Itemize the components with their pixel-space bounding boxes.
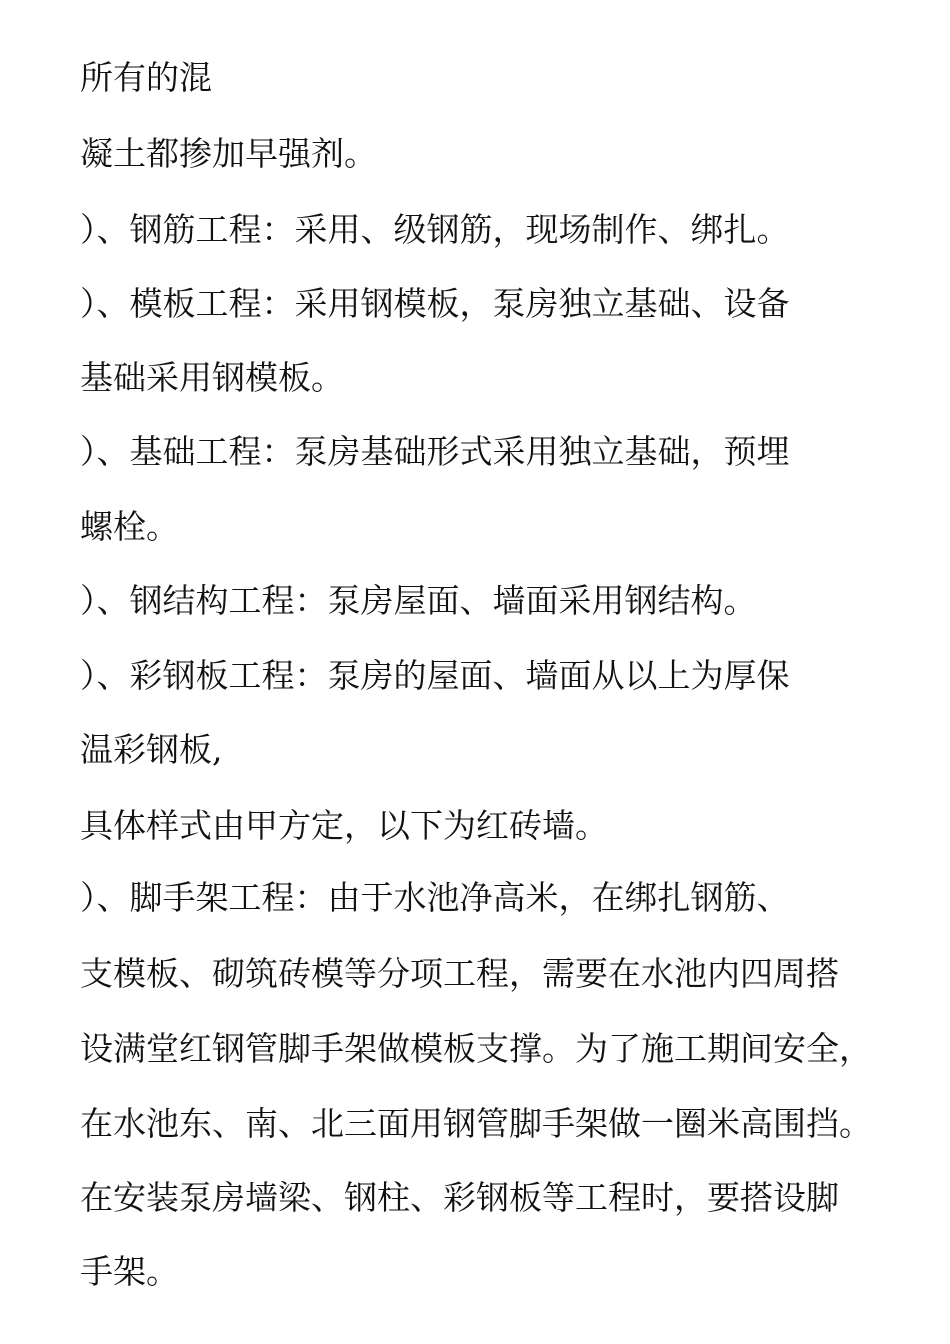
text-line: ）、彩钢板工程：泵房的屋面、墙面从以上为厚保 [80, 656, 790, 695]
text-line: ）、模板工程：采用钢模板，泵房独立基础、设备 [80, 284, 790, 323]
text-line: 基础采用钢模板。 [80, 358, 344, 397]
text-line: 螺栓。 [80, 507, 179, 546]
text-line: ）、基础工程：泵房基础形式采用独立基础，预埋 [80, 432, 790, 471]
text-line: 所有的混 [80, 58, 212, 97]
text-line: 支模板、砌筑砖模等分项工程，需要在水池内四周搭 [80, 954, 839, 993]
text-line: ）、脚手架工程：由于水池净高米，在绑扎钢筋、 [80, 878, 790, 917]
text-line: 在水池东、南、北三面用钢管脚手架做一圈米高围挡。 [80, 1104, 872, 1143]
text-line: 在安装泵房墙梁、钢柱、彩钢板等工程时，要搭设脚 [80, 1178, 839, 1217]
text-line: 凝土都掺加早强剂。 [80, 134, 377, 173]
text-line: 具体样式由甲方定，以下为红砖墙。 [80, 806, 608, 845]
text-line: ）、钢结构工程：泵房屋面、墙面采用钢结构。 [80, 581, 757, 620]
text-line: ）、钢筋工程：采用、级钢筋，现场制作、绑扎。 [80, 210, 790, 249]
text-line: 温彩钢板, [80, 730, 223, 769]
text-line: 设满堂红钢管脚手架做模板支撑。为了施工期间安全， [80, 1029, 872, 1068]
text-line: 手架。 [80, 1252, 179, 1291]
